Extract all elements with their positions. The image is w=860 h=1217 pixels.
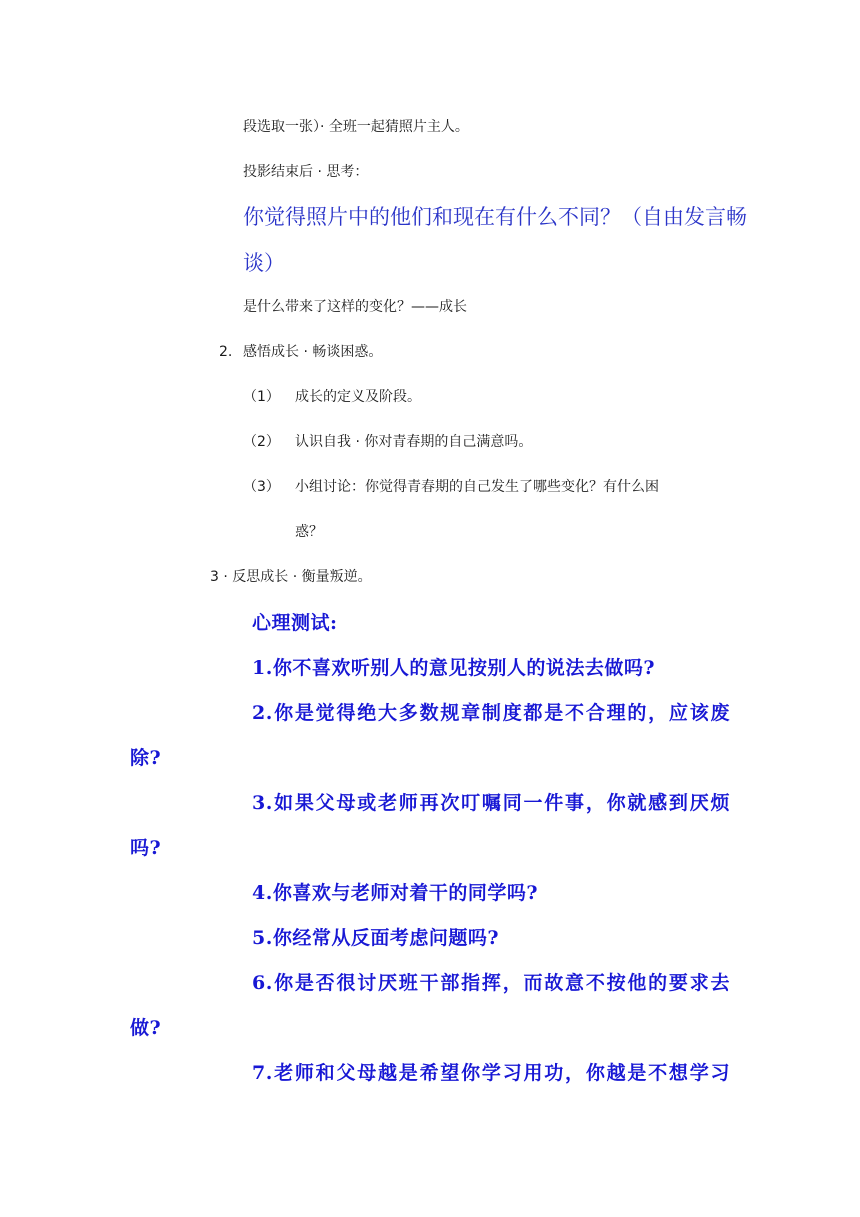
quiz-question-6-continued: 做? bbox=[130, 1017, 162, 1039]
quiz-question-3: 3.如果父母或老师再次叮嘱同一件事，你就感到厌烦 bbox=[252, 792, 730, 814]
section-2-item-number: （3） bbox=[243, 479, 280, 495]
intro-line-1: 段选取一张）· 全班一起猜照片主人。 bbox=[243, 119, 469, 135]
quiz-question-1: 1.你不喜欢听别人的意见按别人的说法去做吗? bbox=[252, 657, 655, 679]
section-2-item-text: 认识自我 · 你对青春期的自己满意吗。 bbox=[295, 434, 533, 450]
section-2-number: 2. bbox=[219, 344, 233, 360]
quiz-question-2: 2.你是觉得绝大多数规章制度都是不合理的，应该废 bbox=[252, 702, 730, 724]
section-2-item-text: 小组讨论：你觉得青春期的自己发生了哪些变化？有什么困 bbox=[295, 479, 659, 495]
intro-line-3: 是什么带来了这样的变化？——成长 bbox=[243, 299, 467, 315]
quiz-question-3-continued: 吗? bbox=[130, 837, 162, 859]
quiz-question-2-continued: 除? bbox=[130, 747, 162, 769]
quiz-question-4: 4.你喜欢与老师对着干的同学吗? bbox=[252, 882, 538, 904]
quiz-question-5: 5.你经常从反面考虑问题吗? bbox=[252, 927, 499, 949]
discussion-question-line-1: 你觉得照片中的他们和现在有什么不同？（自由发言畅 bbox=[243, 205, 747, 229]
quiz-heading: 心理测试: bbox=[252, 612, 338, 634]
section-3-title: 3 · 反思成长 · 衡量叛逆。 bbox=[210, 569, 372, 585]
intro-line-2: 投影结束后 · 思考： bbox=[243, 164, 369, 180]
section-2-item-text-continued: 惑？ bbox=[295, 524, 323, 540]
section-2-item-number: （1） bbox=[243, 389, 280, 405]
section-2-item-number: （2） bbox=[243, 434, 280, 450]
section-2-item-text: 成长的定义及阶段。 bbox=[295, 389, 421, 405]
quiz-question-6: 6.你是否很讨厌班干部指挥，而故意不按他的要求去 bbox=[252, 972, 730, 994]
quiz-question-7: 7.老师和父母越是希望你学习用功，你越是不想学习 bbox=[252, 1062, 730, 1084]
discussion-question-line-2: 谈） bbox=[243, 251, 285, 275]
section-2-title: 感悟成长 · 畅谈困惑。 bbox=[243, 344, 383, 360]
